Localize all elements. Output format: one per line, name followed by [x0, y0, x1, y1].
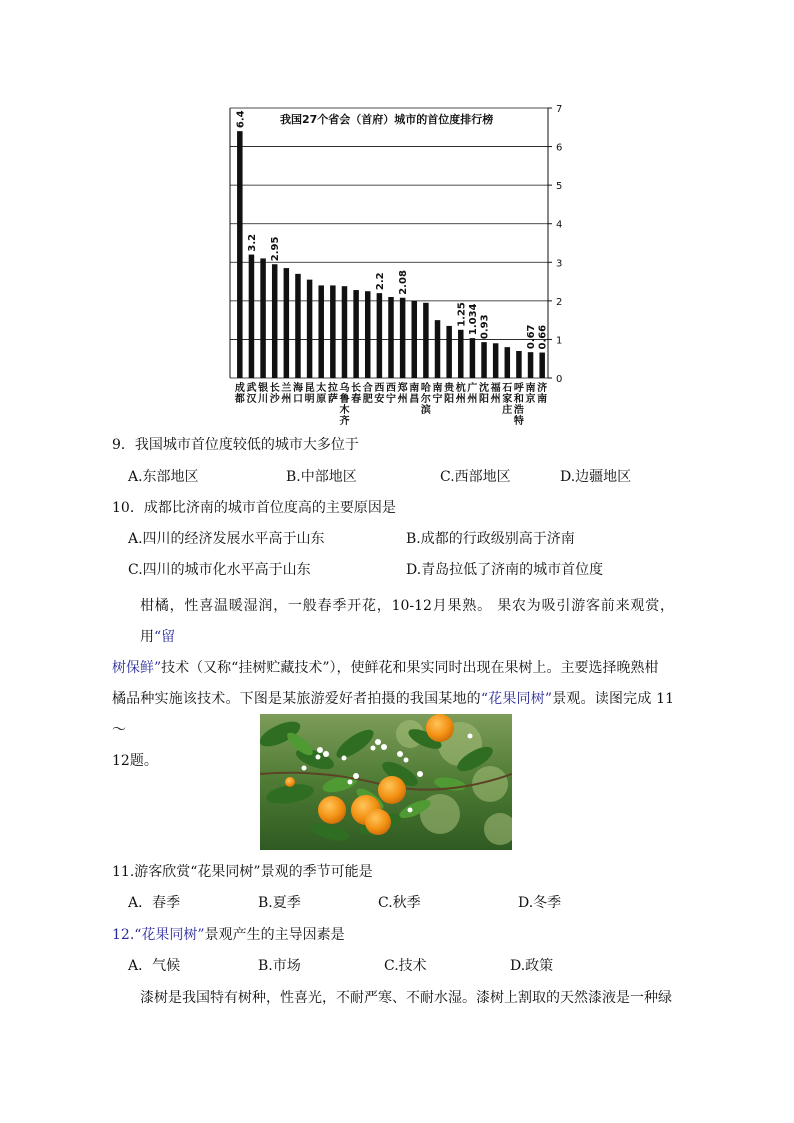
- category-label: 石: [502, 383, 513, 394]
- bar: [516, 351, 522, 378]
- city-primacy-chart: [222, 100, 562, 430]
- data-label: 2.08: [398, 270, 410, 295]
- q10-option-a[interactable]: A.四川的经济发展水平高于山东: [128, 531, 325, 547]
- bar: [237, 131, 243, 378]
- category-label: 木: [339, 405, 350, 416]
- q11-option-c[interactable]: C.秋季: [378, 895, 421, 911]
- category-label: 川: [258, 394, 269, 405]
- passage-highlight: “花果同树”: [480, 691, 553, 707]
- y-tick-label: 2: [556, 296, 562, 308]
- passage-line-1: [112, 591, 674, 653]
- data-label: 0.66: [537, 324, 549, 350]
- category-label: 海: [292, 383, 303, 394]
- category-label: 特: [513, 416, 524, 427]
- category-label: 济: [537, 383, 548, 394]
- bar: [388, 297, 394, 378]
- category-label: 福: [490, 383, 501, 394]
- chart-canvas: [222, 100, 562, 430]
- bar: [493, 343, 499, 378]
- category-label: 春: [351, 394, 362, 405]
- bar: [505, 347, 511, 378]
- q10-option-b[interactable]: B.成都的行政级别高于济南: [406, 531, 575, 547]
- q11-option-b[interactable]: B.夏季: [258, 895, 301, 911]
- data-label: 0.67: [526, 324, 538, 350]
- category-label: 原: [316, 394, 327, 405]
- question-11-stem: 11.游客欣赏“花果同树”景观的季节可能是: [112, 864, 373, 880]
- category-label: 州: [490, 394, 501, 405]
- bar: [295, 274, 301, 378]
- bar: [307, 280, 313, 378]
- category-label: 州: [281, 394, 292, 405]
- question-9-stem: 9．我国城市首位度较低的城市大多位于: [112, 437, 359, 453]
- category-label: 沈: [479, 383, 490, 394]
- category-label: 浩: [513, 405, 524, 416]
- category-label: 成: [234, 383, 245, 394]
- q9-option-b[interactable]: B.中部地区: [286, 469, 357, 485]
- data-label: 1.034: [467, 303, 479, 336]
- passage-highlight: 树保鲜”: [112, 660, 162, 676]
- bar: [330, 285, 336, 378]
- category-label: 西: [374, 383, 385, 394]
- category-label: 家: [502, 394, 513, 405]
- question-10-stem: 10．成都比济南的城市首位度高的主要原因是: [112, 500, 396, 516]
- category-label: 拉: [327, 383, 338, 394]
- category-label: 阳: [444, 394, 455, 405]
- category-label: 京: [525, 394, 536, 405]
- category-label: 太: [316, 383, 327, 394]
- category-label: 哈: [420, 383, 431, 394]
- data-label: 2.2: [374, 272, 386, 291]
- q11-option-d[interactable]: D.冬季: [518, 895, 562, 911]
- q10-option-d[interactable]: D.青岛拉低了济南的城市首位度: [406, 562, 604, 578]
- category-label: 阳: [479, 394, 490, 405]
- category-label: 西: [386, 383, 396, 394]
- category-label: 呼: [513, 383, 524, 394]
- q9-option-c[interactable]: C.西部地区: [440, 469, 511, 485]
- category-label: 杭: [455, 383, 466, 394]
- y-tick-label: 6: [556, 142, 562, 154]
- question-12-stem: [112, 925, 345, 945]
- y-tick-label: 7: [556, 104, 562, 115]
- bar: [528, 352, 534, 378]
- bar: [377, 293, 383, 378]
- category-label: 鲁: [339, 394, 350, 405]
- bar: [481, 342, 487, 378]
- bar: [272, 264, 278, 378]
- bar: [318, 285, 324, 378]
- category-label: 合: [362, 383, 373, 394]
- bar: [470, 338, 476, 378]
- category-label: 安: [374, 394, 385, 405]
- category-label: 齐: [339, 416, 350, 427]
- data-label: 2.95: [270, 236, 282, 262]
- y-tick-label: 1: [556, 335, 562, 347]
- category-label: 乌: [339, 383, 350, 394]
- bar: [342, 286, 348, 378]
- passage-line-2: [112, 653, 674, 684]
- category-label: 庄: [502, 405, 513, 416]
- category-label: 昌: [409, 394, 420, 405]
- bar: [435, 320, 441, 378]
- y-tick-label: 4: [556, 219, 562, 231]
- category-label: 南: [409, 383, 420, 394]
- passage-text: 柑橘，性喜温暖湿润，一般春季开花，10-12月果熟。 果农为吸引游客前来观赏，用: [140, 598, 674, 645]
- bar: [365, 291, 371, 378]
- passage-highlight: “留: [154, 629, 176, 645]
- category-label: 武: [246, 383, 257, 394]
- bar: [400, 298, 406, 378]
- bar: [260, 258, 266, 378]
- category-label: 贵: [444, 383, 455, 394]
- category-label: 和: [513, 394, 524, 405]
- orange-tree-photo: [260, 714, 512, 850]
- bar: [539, 353, 545, 378]
- bar: [412, 301, 418, 378]
- q12-option-a[interactable]: A．气候: [128, 958, 181, 974]
- category-label: 尔: [420, 394, 431, 405]
- category-label: 长: [269, 383, 280, 394]
- q12-option-c[interactable]: C.技术: [384, 958, 427, 974]
- bar: [423, 303, 429, 378]
- data-label: 3.2: [246, 233, 258, 252]
- category-label: 昆: [304, 383, 315, 394]
- category-label: 滨: [420, 405, 431, 416]
- category-label: 南: [432, 383, 443, 394]
- data-label: 6.4: [235, 110, 247, 129]
- bar: [446, 326, 452, 378]
- category-label: 银: [258, 383, 269, 394]
- category-label: 州: [397, 394, 408, 405]
- q9-option-d[interactable]: D.边疆地区: [560, 469, 632, 485]
- y-tick-label: 3: [556, 258, 562, 270]
- q12-option-b[interactable]: B.市场: [258, 958, 301, 974]
- category-label: 汉: [246, 394, 257, 405]
- q12-option-d[interactable]: D.政策: [510, 958, 554, 974]
- category-label: 长: [351, 383, 362, 394]
- category-label: 郑: [397, 383, 408, 394]
- q12-stem-highlight: 12.“花果同树”: [112, 927, 205, 943]
- category-label: 宁: [386, 394, 396, 405]
- bar: [249, 255, 255, 378]
- category-label: 萨: [327, 394, 338, 405]
- y-tick-label: 0: [556, 374, 562, 385]
- q10-option-c[interactable]: C.四川的城市化水平高于山东: [128, 562, 311, 578]
- category-label: 都: [234, 394, 245, 405]
- category-label: 口: [292, 394, 303, 405]
- passage-text: 12题。: [112, 753, 158, 769]
- passage-text: 景观。读图完成 11～: [112, 691, 674, 738]
- category-label: 南: [537, 394, 548, 405]
- category-label: 州: [467, 394, 478, 405]
- data-label: 1.25: [456, 302, 468, 327]
- bar: [458, 330, 464, 378]
- chart-title: 我国27个省会（首府）城市的首位度排行榜: [280, 113, 494, 126]
- category-label: 兰: [281, 383, 292, 394]
- category-label: 州: [455, 394, 466, 405]
- y-tick-label: 5: [556, 181, 562, 193]
- category-label: 肥: [362, 394, 373, 405]
- q9-option-a[interactable]: A.东部地区: [128, 469, 199, 485]
- passage-text: 技术（又称“挂树贮藏技术”），使鲜花和果实同时出现在果树上。主要选择晚熟柑: [161, 660, 659, 676]
- data-label: 0.93: [479, 314, 491, 340]
- q11-option-a[interactable]: A．春季: [128, 895, 181, 911]
- category-label: 明: [304, 394, 315, 405]
- category-label: 广: [467, 383, 478, 394]
- passage-text: 橘品种实施该技术。下图是某旅游爱好者拍摄的我国某地的: [112, 691, 481, 707]
- q12-stem-text: 景观产生的主导因素是: [204, 927, 345, 943]
- category-label: 沙: [269, 394, 280, 405]
- category-label: 宁: [432, 394, 443, 405]
- passage-lacquer-tree: 漆树是我国特有树种，性喜光，不耐严寒、不耐水湿。漆树上割取的天然漆液是一种绿: [140, 990, 672, 1006]
- category-label: 南: [525, 383, 536, 394]
- bar: [284, 268, 289, 378]
- bar: [353, 290, 359, 378]
